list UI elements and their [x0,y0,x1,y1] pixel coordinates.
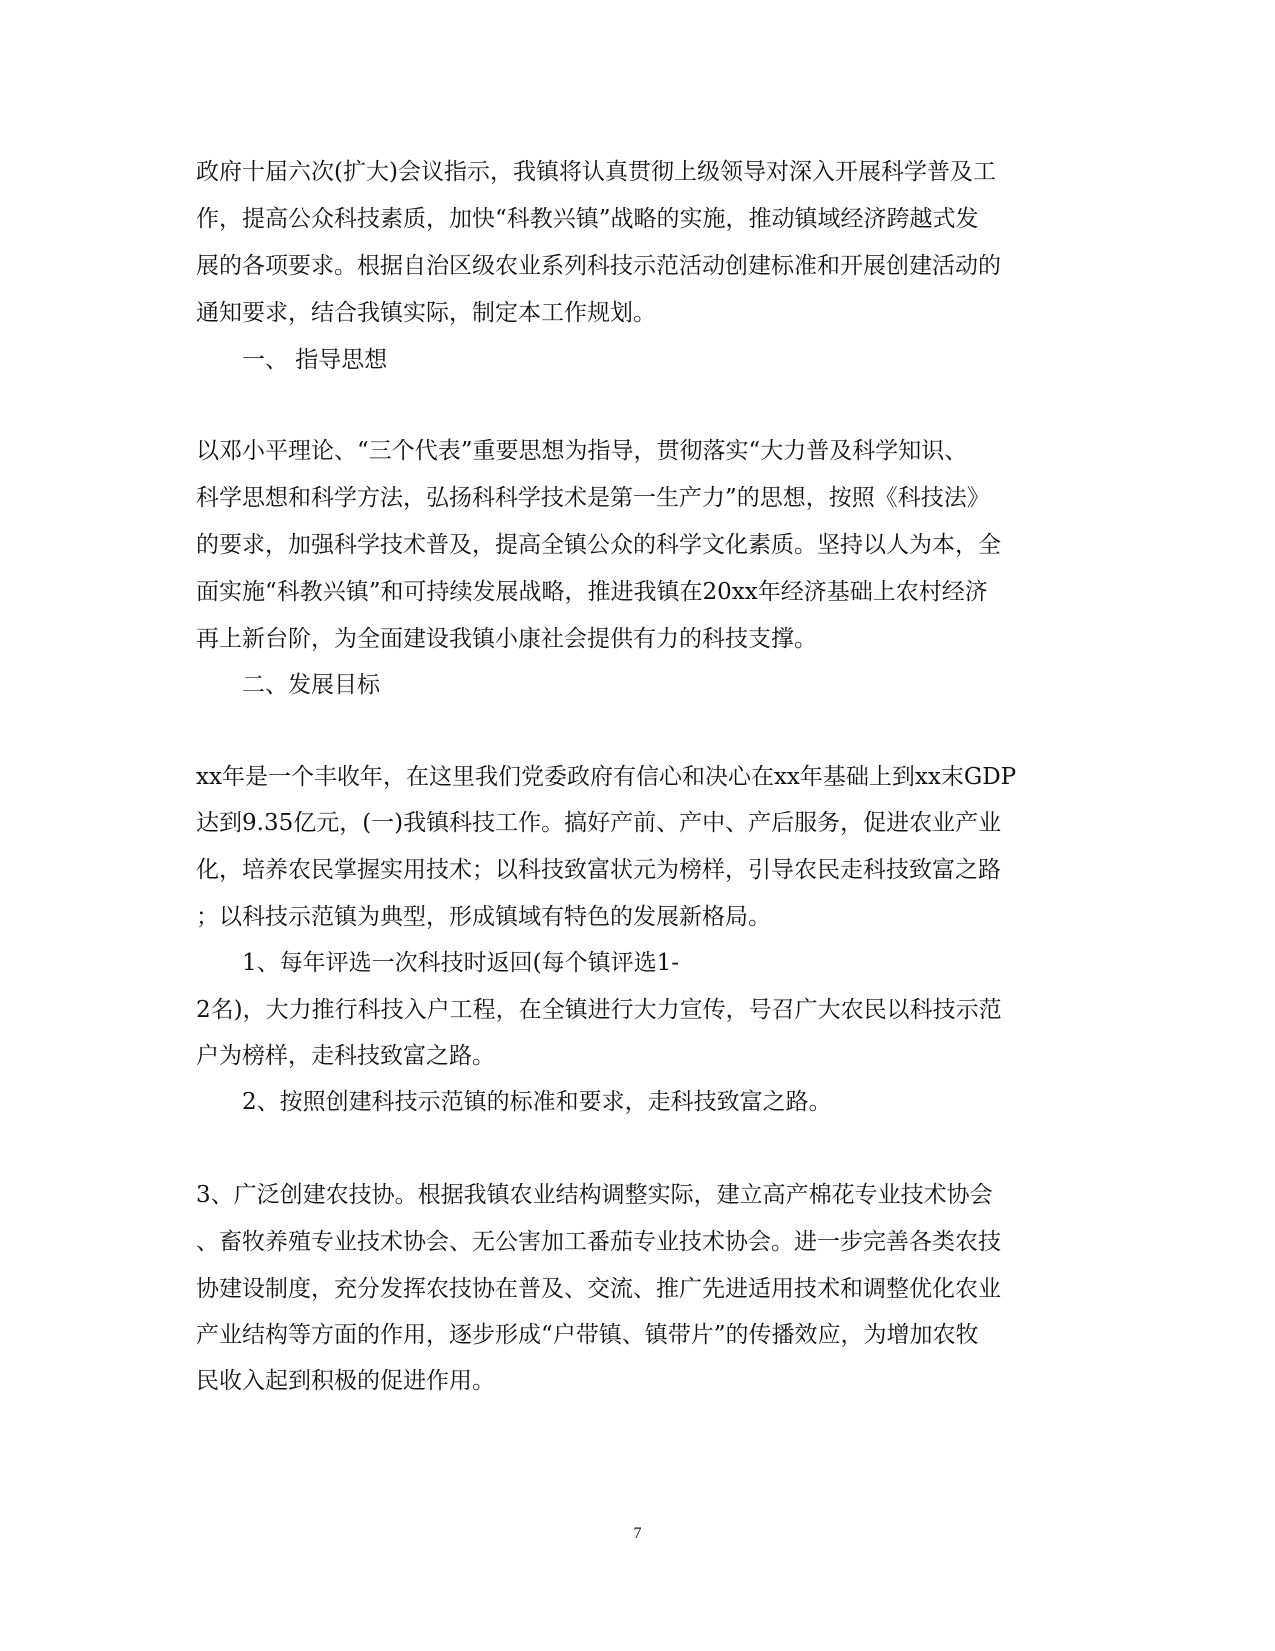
list-item-text: 协建设制度，充分发挥农技协在普及、交流、推广先进适用技术和调整优化农业 [196,1276,1001,1302]
list-item-text: 2、按照创建科技示范镇的标准和要求，走科技致富之路。 [242,1089,832,1115]
section-heading: 一、 指导思想 [242,347,388,373]
list-item-text: 3、广泛创建农技协。根据我镇农业结构调整实际，建立高产棉花专业技术协会 [196,1182,993,1208]
body-text-line: 通知要求，结合我镇实际，制定本工作规划。 [196,300,656,326]
body-text-line: 面实施“科教兴镇”和可持续发展战略，推进我镇在20xx年经济基础上农村经济 [196,579,988,605]
list-item-text: 2名)，大力推行科技入户工程，在全镇进行大力宣传，号召广大农民以科技示范 [196,997,1002,1023]
body-text-line: 的要求，加强科学技术普及，提高全镇公众的科学文化素质。坚持以人为本，全 [196,532,1001,558]
page-number: 7 [633,1525,642,1542]
body-text-line: 作，提高公众科技素质，加快“科教兴镇”战略的实施，推动镇域经济跨越式发 [196,206,979,232]
body-text-line: 展的各项要求。根据自治区级农业系列科技示范活动创建标准和开展创建活动的 [196,253,1001,279]
body-text-line: xx年是一个丰收年，在这里我们党委政府有信心和决心在xx年基础上到xx末GDP [196,764,1017,790]
body-text-line: ；以科技示范镇为典型，形成镇域有特色的发展新格局。 [196,904,771,930]
body-text-line: 化，培养农民掌握实用技术；以科技致富状元为榜样，引导农民走科技致富之路 [196,857,1001,883]
section-heading: 二、发展目标 [242,672,380,698]
body-text-line: 科学思想和科学方法，弘扬科科学技术是第一生产力”的思想，按照《科技法》 [196,485,990,511]
list-item-text: 户为榜样，走科技致富之路。 [196,1043,495,1069]
list-item-text: 1、每年评选一次科技时返回(每个镇评选1- [242,950,680,976]
list-item-text: 产业结构等方面的作用，逐步形成“户带镇、镇带片”的传播效应，为增加农牧 [196,1322,979,1348]
list-item-text: 民收入起到积极的促进作用。 [196,1368,495,1394]
list-item-text: 、畜牧养殖专业技术协会、无公害加工番茄专业技术协会。进一步完善各类农技 [196,1229,1001,1255]
body-text-line: 以邓小平理论、“三个代表”重要思想为指导，贯彻落实“大力普及科学知识、 [196,438,968,464]
body-text-line: 达到9.35亿元，(一)我镇科技工作。搞好产前、产中、产后服务，促进农业产业 [196,810,1002,836]
body-text-line: 再上新台阶，为全面建设我镇小康社会提供有力的科技支撑。 [196,626,817,652]
body-text-line: 政府十届六次(扩大)会议指示，我镇将认真贯彻上级领导对深入开展科学普及工 [196,159,996,185]
